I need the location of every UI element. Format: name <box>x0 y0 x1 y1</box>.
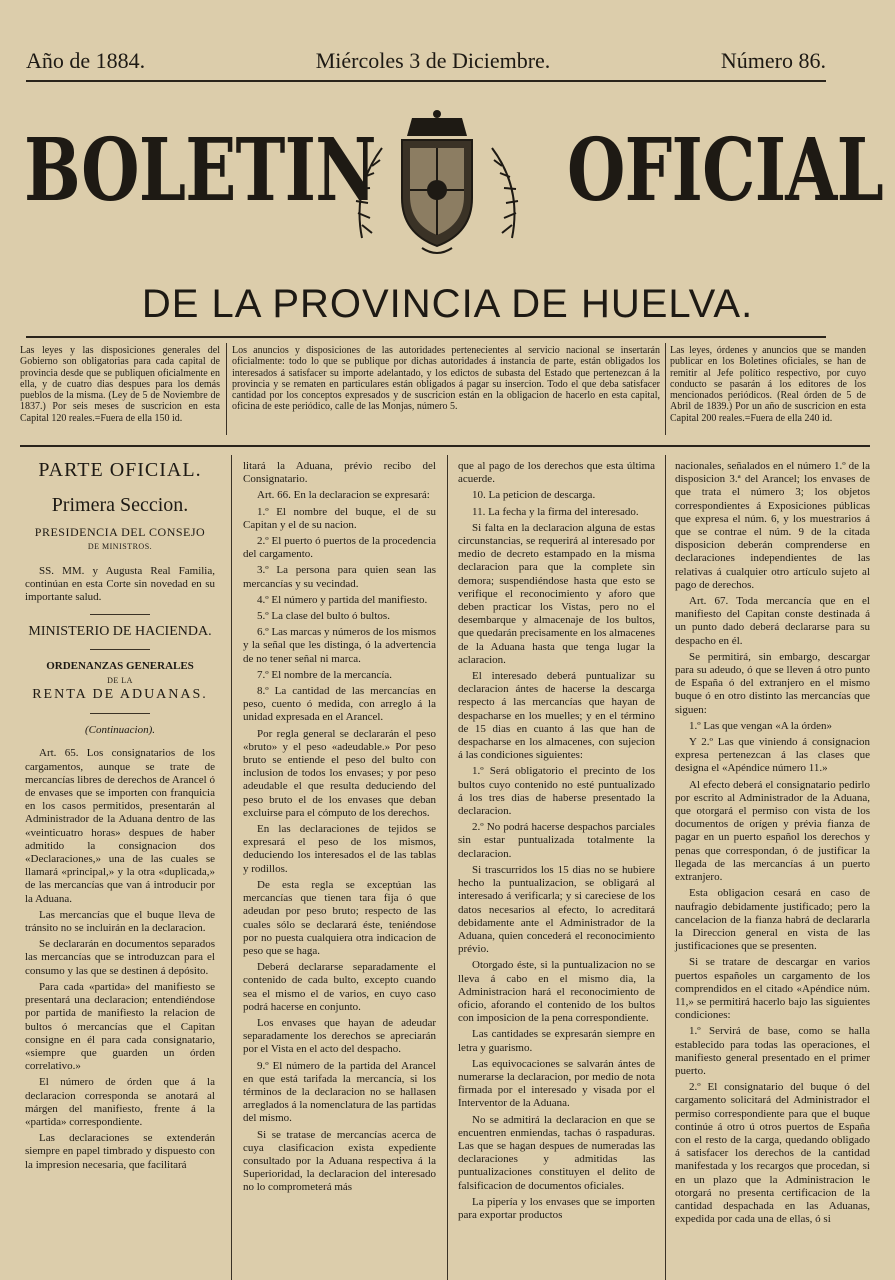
column-divider <box>665 455 666 1280</box>
paragraph: Si trascurridos los 15 dias no se hubiere hecho la puntualizacion, se obligará al interesado á verificarla; y si careciese de los datos necesarios al efecto, lo acreditará debidamente ante el Administrador de la Aduana, quien concederá el reconocimiento prévio. <box>458 863 655 956</box>
list-item: Y 2.º Las que viniendo á consignacion expresa pertenezcan á las clases que designa el «Apéndice número 11.» <box>675 736 870 775</box>
list-item: 2.º El consignatario del buque ó del cargamento solicitará del Administrador el permiso correspondiente para que el buque continúe á otro ú otros puertos de España con el resto de la carga, quedando obligado á satisfacer los derechos de la cantidad manifestada y los recargos que procedan, si en un plazo que la Administracion le otorgará no presenta certificacion de la cantidad despachada en las Aduanas, expedida por cada una de ellas, ó si <box>675 1081 870 1226</box>
list-item: 10. La peticion de descarga. <box>472 489 596 502</box>
paragraph: Esta obligacion cesará en caso de naufragio debidamente justificado; pero la cancelacion de la fianza habrá de declararla la Direccion general en vista de las justificaciones que se presenten. <box>675 887 870 953</box>
paragraph: El interesado deberá puntualizar su declaracion ántes de hacerse la descarga respecto á las mercancías que hayan de despacharse en los muelles; y en el término de 15 dias en cuanto á las que han de despacharse en los almacenes, con sujecion á las condiciones siguientes: <box>458 670 655 762</box>
list-item: 11. La fecha y la firma del interesado. <box>472 505 639 518</box>
column-divider <box>231 455 232 1280</box>
section-heading: PARTE OFICIAL. <box>38 459 202 481</box>
issue-number: Número 86. <box>720 48 826 73</box>
list-item: 7.º El nombre de la mercancía. <box>257 668 393 681</box>
paragraph: Otorgado éste, si la puntualizacion no se lleva á cabo en el mismo dia, la Administracion hará el reconocimiento de oficio, aforando el contenido de los bultos con imposicion de la pena correspondiente. <box>458 959 655 1025</box>
paragraph: Se permitirá, sin embargo, descargar para su adeudo, ó que se lleven á otro punto de España ó del extranjero en el mismo buque ó en otro distinto las mercancías que siguen: <box>675 650 870 716</box>
notice-divider <box>665 343 666 435</box>
department-heading: PRESIDENCIA DEL CONSEJO <box>34 525 206 540</box>
year-label: Año de 1884. <box>26 48 146 73</box>
list-item: 1.º Las que vengan «A la órden» <box>689 719 833 732</box>
list-item: 6.º Las marcas y números de los mismos y la señal que les distinga, ó la advertencia de no tener señal ni marca. <box>243 626 436 665</box>
list-item: 1.º El nombre del buque, el de su Capitan y el de su nacion. <box>243 505 436 531</box>
paragraph: Para cada «partida» del manifiesto se presentará una declaracion; entendiéndose por partida de manifiesto la relacion de bultos ó mercancías que el Capitan consigne en él para cada consignatario, «siempre que guarden un órden correlativo.» <box>25 980 215 1073</box>
separator <box>90 713 150 714</box>
separator <box>90 614 150 615</box>
paragraph: Por regla general se declararán el peso «bruto» y el peso «adeudable.» Por peso bruto se entiende el peso del bulto con inclusion de todos los envases; y por peso adeudable el que resulta deduciendo del peso bruto el de los envases que deban excluirse para el cómputo de los derechos. <box>243 727 436 819</box>
column-divider <box>447 455 448 1280</box>
masthead-word-oficial: OFICIAL <box>567 120 883 221</box>
separator <box>90 649 150 650</box>
department-subheading: DE MINISTROS. <box>87 541 153 551</box>
notice-right: Las leyes, órdenes y anuncios que se manden publicar en los Boletines oficiales, se han de remitir al Jefe político respectivo, por cuyo conducto se pasarán á los editores de los mencionados periódicos. (Real órden de 5 de Abril de 1839.) Por un año de suscricion en esta Capital 200 reales.=Fuera de ella 240 id. <box>670 345 866 424</box>
notice-divider <box>226 343 227 435</box>
ordinance-connector: DE LA <box>107 675 133 685</box>
masthead <box>24 108 883 268</box>
list-item: 8.º La cantidad de las mercancías en peso, cuento ó medida, con arreglo á la unidad expresada en el Arancel. <box>243 685 436 724</box>
paragraph: Los envases que hayan de adeudar separadamente los derechos se apreciarán por el Vista en el acto del despacho. <box>243 1016 436 1056</box>
text-column-4 <box>675 460 870 1229</box>
paragraph: Art. 66. En la declaracion se expresará: <box>257 489 430 502</box>
royal-coat-of-arms-icon <box>342 108 532 258</box>
list-item: 1.º Será obligatorio el precinto de los bultos cuyo contenido no esté puntualizado á los tres dias de haberse presentado la declaracion. <box>458 765 655 818</box>
list-item: 5.º La clase del bulto ó bultos. <box>257 610 390 623</box>
notice-bottom-rule <box>20 445 870 447</box>
masthead-subtitle: DE LA PROVINCIA DE HUELVA. <box>141 282 754 326</box>
list-item: 1.º Servirá de base, como se halla establecido para todas las operaciones, el manifiesto general presentado en el primer puerto. <box>675 1025 870 1077</box>
paragraph: En las declaraciones de tejidos se expresará el peso de los mismos, deduciendo los interesados el de las tablas y rodillos. <box>243 823 436 875</box>
ordinance-subject: RENTA DE ADUANAS. <box>32 687 208 703</box>
paragraph: Si falta en la declaracion alguna de estas circunstancias, se requerirá al interesado por medio de decreto estampado en la misma declaracion para que la complete sin demora; suspendiéndose hasta que esto se verifique el reconocimiento y aforo que deben practicar los Vistas, pero no el desembarque y almacenaje de los bultos, que quedarán precisamente en los almacenes de la Aduana hasta que tenga lugar la aclaracion. <box>458 521 655 666</box>
notice-left: Las leyes y las disposiciones generales del Gobierno son obligatorias para cada capital de provincia desde que se publiquen oficialmente en ella, y de cuatro dias despues para los demás pueblos de la misma. (Ley de 5 de Noviembre de 1837.) Por seis meses de suscricion en esta Capital 120 reales.=Fuera de ella 150 id. <box>20 345 220 424</box>
header-rule <box>26 80 826 82</box>
paragraph: Las declaraciones se extenderán siempre en papel timbrado y dispuesto con la impresion necesaria, que facilitará <box>25 1132 215 1171</box>
section-subheading: Primera Seccion. <box>51 494 189 517</box>
list-item: 3.º La persona para quien sean las mercancías y su vecindad. <box>243 564 436 590</box>
text-column-1 <box>25 460 215 1175</box>
text-column-3 <box>458 460 655 1225</box>
list-item: 4.º El número y partida del manifiesto. <box>257 593 428 606</box>
ordinance-title: ORDENANZAS GENERALES <box>46 659 194 672</box>
paragraph: nacionales, señalados en el número 1.º de la disposicion 3.ª del Arancel; los envases de que trata el número 3; los objetos correspondientes á Exposiciones públicas que expresa el núm. 6, y los muestrarios á que se contrae el núm. 9 de la citada disposicion deberán comprenderse en declaraciones independientes de las relativas á cualquier otro artículo sujeto al pago de derechos. <box>675 460 870 591</box>
masthead-word-boletin: BOLETIN <box>24 120 376 221</box>
list-item: 9.º El número de la partida del Arancel en que está tarifada la mercancía, si los términos de la declaracion no se hallasen arreglados á la nomenclatura de las partidas del mismo. <box>243 1059 436 1125</box>
paragraph: Las equivocaciones se salvarán ántes de numerarse la declaracion, por medio de nota firmada por el interesado y visada por el Interventor de la Aduana. <box>458 1057 655 1110</box>
date-label: Miércoles 3 de Diciembre. <box>315 48 551 73</box>
paragraph: Art. 67. Toda mercancía que en el manifiesto del Capitan conste destinada á un punto dado deberá declararse para su despacho en él. <box>675 595 870 647</box>
continuation-label: (Continuacion). <box>85 724 155 737</box>
paragraph: litará la Aduana, prévio recibo del Consignatario. <box>243 460 436 486</box>
ministry-heading: MINISTERIO DE HACIENDA. <box>28 624 212 640</box>
paragraph: De esta regla se exceptúan las mercancías que tienen tara fija ó que adeudan por peso bruto; respecto de las cuales sólo se declarará éste, teniéndose por no puesta cualquiera otra indicacion de peso que se haga. <box>243 878 436 957</box>
paragraph: que al pago de los derechos que esta última acuerde. <box>458 460 655 486</box>
paragraph: Si se tratase de mercancías acerca de cuya clasificacion exista expediente consultado por la Aduana respectiva á la Superioridad, la declaracion del interesado no lo comprometerá más <box>243 1128 436 1194</box>
paragraph: Se declararán en documentos separados las mercancías que se introduzcan para el consumo y las que se destinen á depósito. <box>25 938 215 977</box>
notice-middle: Los anuncios y disposiciones de las autoridades pertenecientes al servicio nacional se insertarán oficialmente: todo lo que se publique por dichas autoridades á instancia de parte, están obligados los interesados á satisfacer su importe adelantado, y los edictos de subasta del Estado que pertenezcan á la provincia y se rematen en particulares están obligados á pagar su insercion. Todo el que deba satisfacer cantidad por los conceptos expresados y de suscricion están en la obligacion de hacerlo en esta capital, oficina de este periódico, calle de las Monjas, número 5. <box>232 345 660 413</box>
paragraph: SS. MM. y Augusta Real Familia, continúan en esta Corte sin novedad en su importante salud. <box>25 564 215 604</box>
paragraph: No se admitirá la declaracion en que se encuentren enmiendas, tachas ó raspaduras. Las que se hagan despues de numeradas las declaraciones y admitidas las puntualizaciones constituyen el delito de falsificacion de documentos oficiales. <box>458 1113 655 1192</box>
paragraph: Si se tratare de descargar en varios puertos españoles un cargamento de los comprendidos en el citado «Apéndice núm. 11,» se permitirá hacerlo bajo las siguientes condiciones: <box>675 956 870 1022</box>
notice-top-rule <box>26 336 826 338</box>
paragraph: Al efecto deberá el consignatario pedirlo por escrito al Administrador de la Aduana, que otorgará el permiso con vista de los documentos de orígen y prévia fianza de pagar en un puerto español los derechos y penas que correspondan, ó de justificar la llegada de las mercancías á un puerto extranjero. <box>675 778 870 884</box>
list-item: 2.º No podrá hacerse despachos parciales sin estar puntualizada totalmente la declaracion. <box>458 821 655 860</box>
paragraph: Las cantidades se expresarán siempre en letra y guarismo. <box>458 1028 655 1054</box>
text-column-2 <box>243 460 436 1198</box>
paragraph: Deberá declararse separadamente el contenido de cada bulto, excepto cuando sea el mismo el de varios, en cuyo caso podrá hacerse en conjunto. <box>243 961 436 1013</box>
paragraph: Las mercancías que el buque lleva de tránsito no se incluirán en la declaracion. <box>25 908 215 935</box>
paragraph: La pipería y los envases que se importen para exportar productos <box>458 1195 655 1221</box>
paragraph: Art. 65. Los consignatarios de los cargamentos, aunque se trate de mercancías libres de derechos de Arancel ó de envases que se importen con franquicia en los casos permitidos, presentarán al Administrador de la Aduana dentro de las «veinticuatro horas» despues de haber admitido la consignacion dos «Declaraciones,» una de las cuales se llamará «principal,» y la otra «duplicada,» de las mercancías que van á introducir por la Aduana. <box>25 747 215 905</box>
list-item: 2.º El puerto ó puertos de la procedencia del cargamento. <box>243 535 436 561</box>
top-line <box>26 45 826 77</box>
paragraph: El número de órden que á la declaracion corresponda se anotará al márgen del manifiesto, frente á la «partida» correspondiente. <box>25 1076 215 1128</box>
